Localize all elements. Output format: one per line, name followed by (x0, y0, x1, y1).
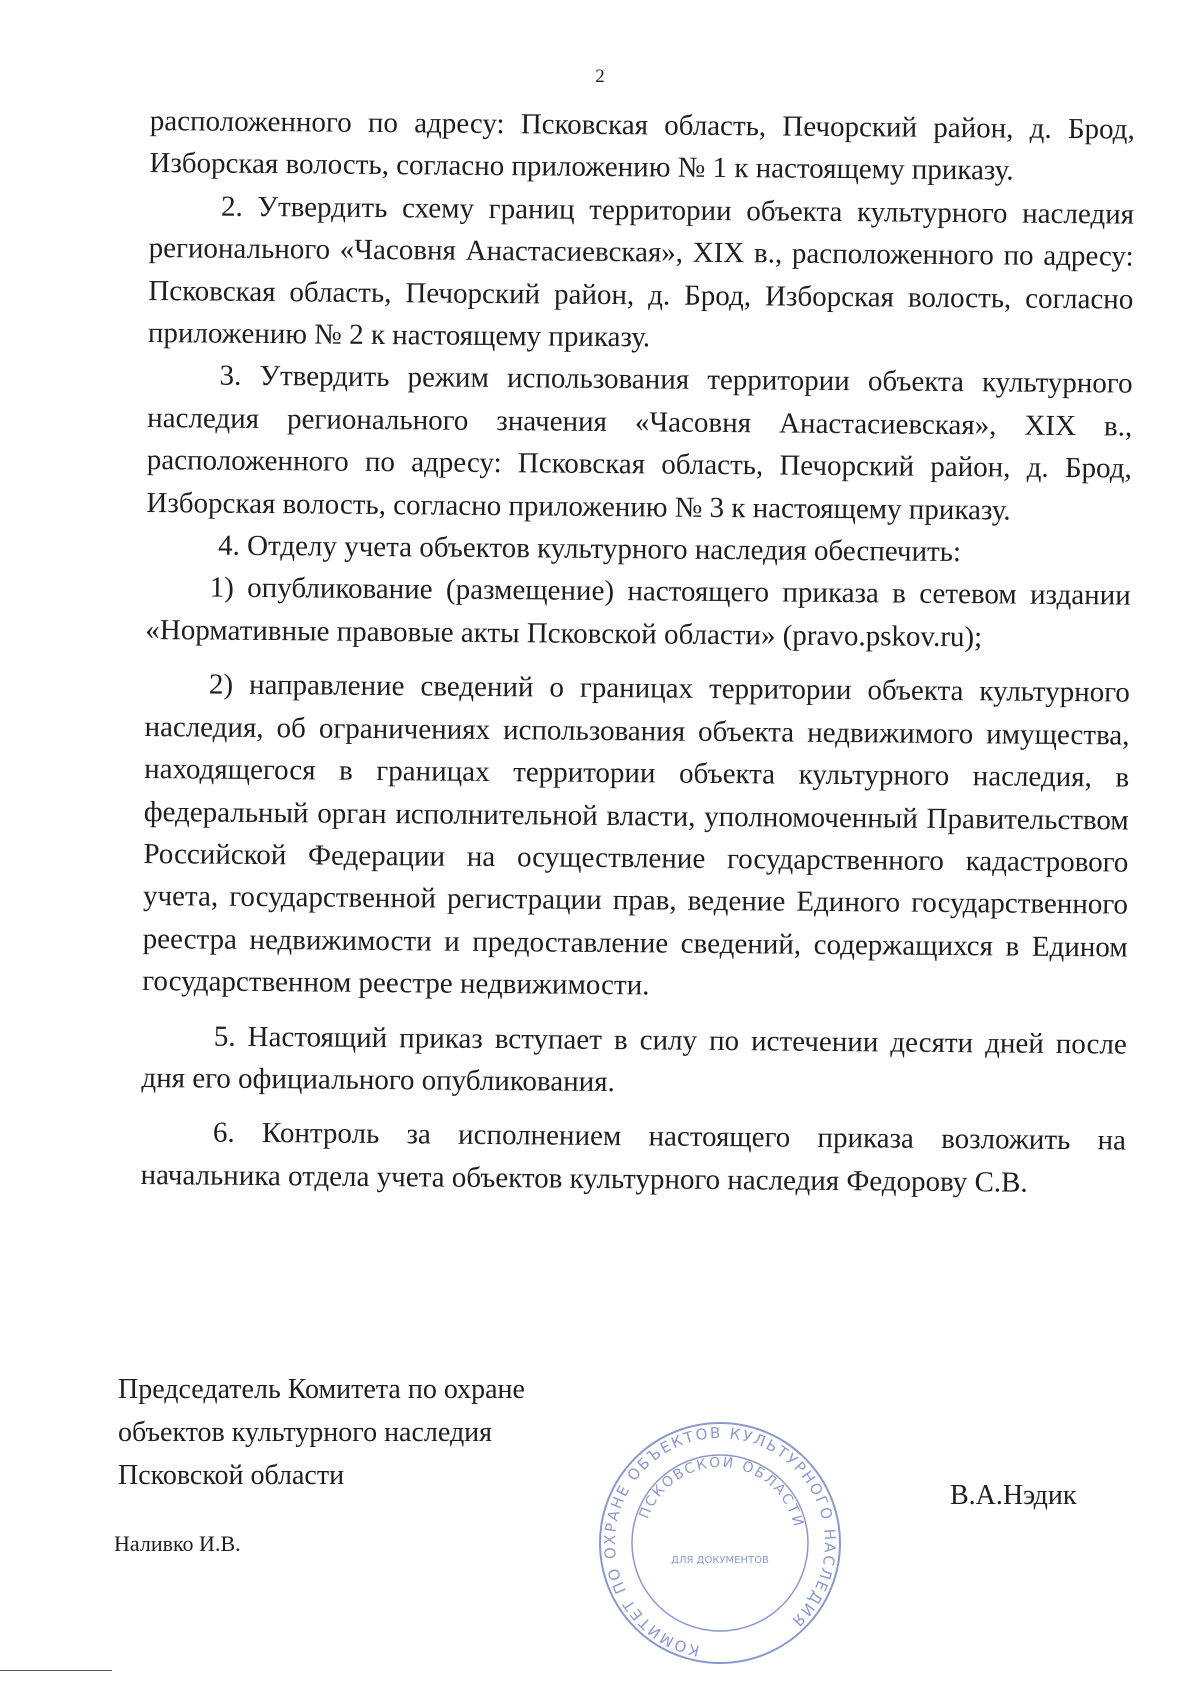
stamp-outer-text: КОМИТЕТ ПО ОХРАНЕ ОБЪЕКТОВ КУЛЬТУРНОГО НАСЛЕДИЯ (600, 1423, 840, 1660)
signature-position (118, 1368, 525, 1497)
paragraph-item-5: 5. Настоящий приказ вступает в силу по истечении десяти дней после дня его официального опубликования. (141, 1020, 1127, 1099)
document-body (140, 100, 1135, 1205)
executor-name: Наливко И.В. (114, 1531, 241, 1556)
footer-divider (0, 1670, 112, 1671)
page-number: 2 (595, 66, 605, 87)
paragraph-item-2: 2. Утвердить схему границ территории объекта культурного наследия регионального «Часовня Анастасиевская», XIX в., расположенного по адресу: Псковская область, Печорский район, д. Брод, Изборская волость, согласно приложению № 2 к настоящему приказу. (147, 190, 1135, 354)
signature-position-line: Председатель Комитета по охране (118, 1374, 525, 1405)
paragraph-item-3: 3. Утвердить режим использования территории объекта культурного наследия регионального значения «Часовня Анастасиевская», XIX в., расположенного по адресу: Псковская область, Печорский район, д. Брод, Изборская волость, согласно приложению № 3 к настоящему приказу. (146, 360, 1133, 527)
stamp-inner-text: ПСКОВСКОЙ ОБЛАСТИ (636, 1454, 807, 1530)
official-stamp (595, 1418, 845, 1668)
signature-position-line: Псковской области (118, 1460, 345, 1491)
signer-name: В.А.Нэдик (950, 1480, 1077, 1511)
paragraph-item-6: 6. Контроль за исполнением настоящего приказа возложить на начальника отдела учета объектов культурного наследия Федорову С.В. (140, 1116, 1127, 1199)
subparagraph-1: 1) опубликование (размещение) настоящего приказа в сетевом издании «Нормативные правовые акты Псковской области» (pravo.pskov.ru); (145, 572, 1131, 654)
paragraph-item-4: 4. Отделу учета объектов культурного наследия обеспечить: (217, 529, 962, 569)
subparagraph-2: 2) направление сведений о границах территории объекта культурного наследия, об ограничениях использования объекта недвижимого имущества, находящегося в границах территории объекта культурного наследия, в федеральный орган исполнительной власти, уполномоченный Правительством Российской Федерации на осуществление государственного кадастрового учета, государственной регистрации прав, ведение Единого государственного реестра недвижимости и предоставление сведений, содержащихся в Едином государственном реестре недвижимости. (142, 668, 1131, 1002)
signature-position-line: объектов культурного наследия (118, 1417, 493, 1448)
stamp-center-text: ДЛЯ ДОКУМЕНТОВ (671, 1555, 769, 1566)
paragraph-continuation: расположенного по адресу: Псковская область, Печорский район, д. Брод, Изборская волость, согласно приложению № 1 к настоящему приказу. (149, 104, 1135, 187)
